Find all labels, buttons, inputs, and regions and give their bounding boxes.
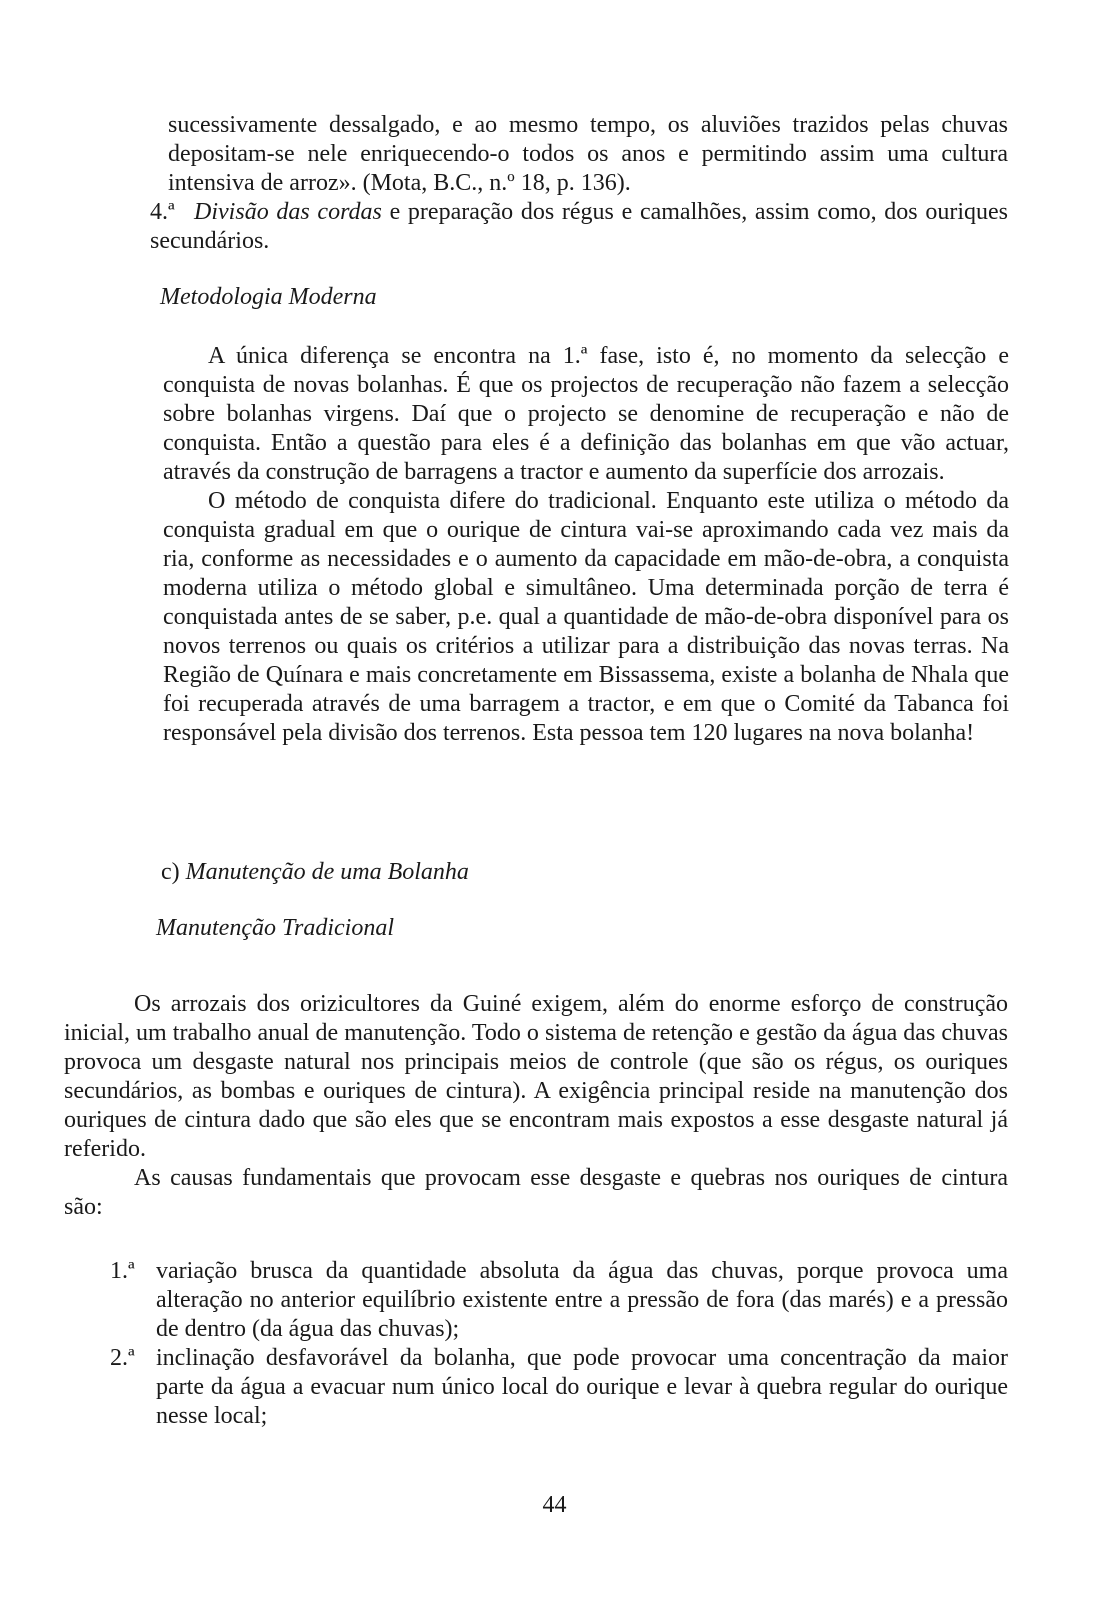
list-item-4 [150, 198, 1008, 256]
list-item [110, 1257, 1008, 1344]
causes-list [110, 1257, 1008, 1431]
page-number: 44 [542, 1492, 567, 1518]
emphasis-text: Divisão das cordas [194, 199, 382, 225]
paragraph-2: O método de conquista difere do tradicional. Enquanto este utiliza o método da conquista gradual em que o ourique de cintura vai-se aproximando cada vez mais da ria, conforme as necessidades e o aumento da capacidade em mão-de-obra, a conquista moderna utiliza o método global e simultâneo. Uma determinada porção de terra é conquistada antes de se saber, p.e. qual a quantidade de mão-de-obra disponível para os novos terrenos ou quais os critérios a utilizar para a distribuição das novas terras. Na Região de Quínara e mais concretamente em Bissassema, existe a bolanha de Nhala que foi recuperada através de uma barragem a tractor, e em que o Comité da Tabanca foi responsável pela divisão dos terrenos. Esta pessoa tem 120 lugares na nova bolanha! [163, 488, 1009, 746]
paragraph-text: sucessivamente dessalgado, e ao mesmo tempo, os aluviões trazidos pelas chuvas depositam-se nele enriquecendo-o todos os anos e permitindo assim uma cultura intensiva de arroz». (Mota, B.C., n.º 18, p. 136). [168, 112, 1008, 196]
list-item [110, 1344, 1008, 1431]
paragraph-1: Os arrozais dos orizicultores da Guiné exigem, além do enorme esforço de construção inicial, um trabalho anual de manutenção. Todo o sistema de retenção e gestão da água das chuvas provoca um desgaste natural nos principais meios de controle (que são os régus, os ouriques secundários, as bombas e ouriques de cintura). A exigência principal reside na manutenção dos ouriques de cintura dado que são eles que se encontram mais expostos a esse desgaste natural já referido. [64, 991, 1008, 1162]
continued-paragraph [150, 111, 1009, 256]
list-number: 4.ª [150, 199, 175, 225]
list-item-text: variação brusca da quantidade absoluta da água das chuvas, porque provoca uma alteração no anterior equilíbrio existente entre a pressão de fora (das marés) e a pressão de dentro (da água das chuvas); [156, 1258, 1008, 1342]
section-prefix: c) [161, 859, 186, 885]
heading-manutencao-tradicional: Manutenção Tradicional [156, 915, 394, 941]
list-item-text: inclinação desfavorável da bolanha, que pode provocar uma concentração da maior parte da água a evacuar num único local do ourique e levar à quebra regular do ourique nesse local; [156, 1345, 1008, 1429]
paragraph-1: A única diferença se encontra na 1.ª fase, isto é, no momento da selecção e conquista de novas bolanhas. É que os projectos de recuperação não fazem a selecção sobre bolanhas virgens. Daí que o projecto se denomine de recuperação e não de conquista. Então a questão para eles é a definição das bolanhas em que vão actuar, através da construção de barragens a tractor e aumento da superfície dos arrozais. [163, 343, 1009, 485]
paragraph-2: As causas fundamentais que provocam esse desgaste e quebras nos ouriques de cintura são: [64, 1165, 1008, 1220]
list-number: 2.ª [110, 1345, 135, 1371]
moderna-section [163, 342, 1009, 748]
section-title: Manutenção de uma Bolanha [185, 859, 469, 885]
section-heading-c [161, 858, 469, 887]
list-number: 1.ª [110, 1258, 135, 1284]
list-item-text: e preparação dos régus e camalhões, assim como, dos ouriques secundários. [150, 199, 1009, 254]
tradicional-section [64, 990, 1008, 1222]
heading-metodologia-moderna: Metodologia Moderna [160, 284, 377, 310]
